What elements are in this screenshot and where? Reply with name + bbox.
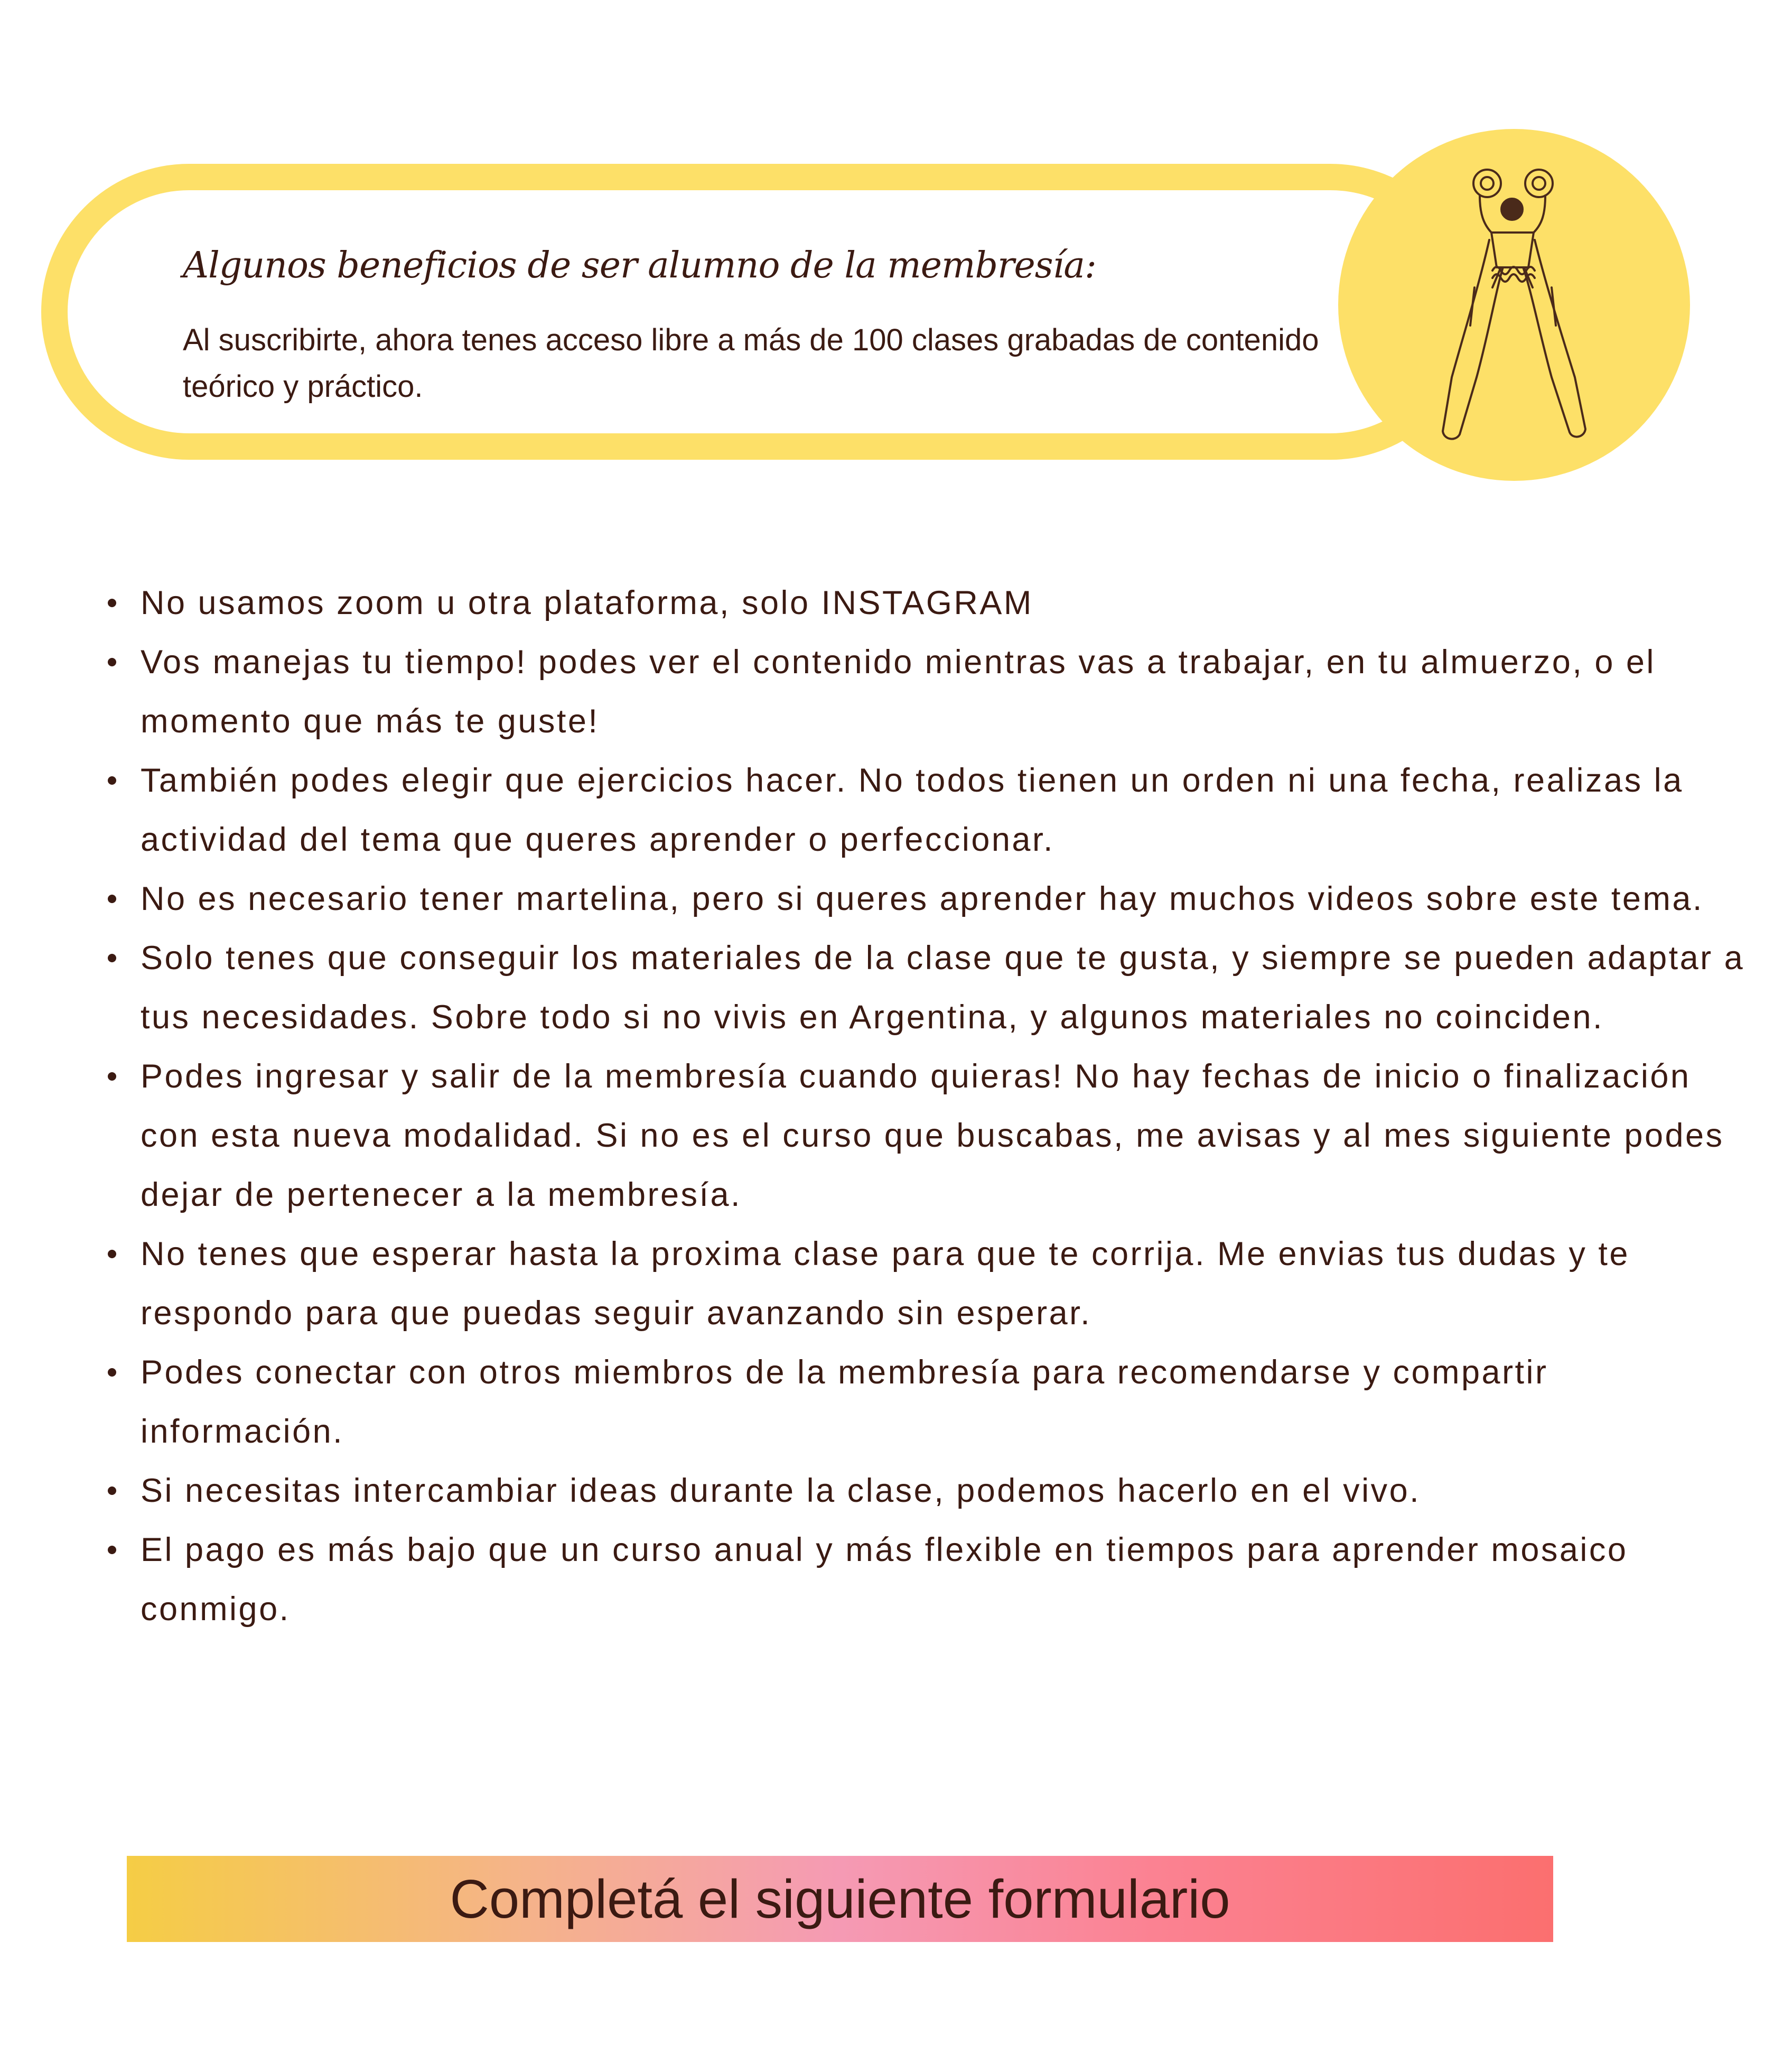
- list-item: El pago es más bajo que un curso anual y más flexible en tiempos para aprender mosaico conmigo.: [0, 1520, 1783, 1639]
- list-item: No usamos zoom u otra plataforma, solo INSTAGRAM: [0, 573, 1783, 633]
- list-item: También podes elegir que ejercicios hacer. No todos tienen un orden ni una fecha, realizas la actividad del tema que queres aprender o perfeccionar.: [0, 751, 1783, 869]
- benefit-list: [0, 573, 1783, 1639]
- benefits-card: [41, 164, 1478, 460]
- list-item: Si necesitas intercambiar ideas durante la clase, podemos hacerlo en el vivo.: [0, 1461, 1783, 1520]
- list-item: No es necesario tener martelina, pero si queres aprender hay muchos videos sobre este tema.: [0, 869, 1783, 928]
- card-heading: Algunos beneficios de ser alumno de la membresía:: [183, 245, 1096, 286]
- list-item: Podes ingresar y salir de la membresía cuando quieras! No hay fechas de inicio o finalización con esta nueva modalidad. Si no es el curso que buscabas, me avisas y al mes siguiente podes dejar de pertenecer a la membresía.: [0, 1047, 1783, 1224]
- illustration-circle: [1338, 129, 1690, 481]
- card-body: Al suscribirte, ahora tenes acceso libre a más de 100 clases grabadas de contenido teórico y práctico.: [183, 323, 1319, 404]
- list-item: No tenes que esperar hasta la proxima clase para que te corrija. Me envias tus dudas y te respondo para que puedas seguir avanzando sin esperar.: [0, 1224, 1783, 1343]
- list-item: Podes conectar con otros miembros de la membresía para recomendarse y compartir información.: [0, 1343, 1783, 1461]
- form-cta-label: Completá el siguiente formulario: [450, 1869, 1230, 1929]
- list-item: Solo tenes que conseguir los materiales de la clase que te gusta, y siempre se pueden adaptar a tus necesidades. Sobre todo si no vivis en Argentina, y algunos materiales no coinciden.: [0, 928, 1783, 1047]
- list-item: Vos manejas tu tiempo! podes ver el contenido mientras vas a trabajar, en tu almuerzo, o el momento que más te guste!: [0, 633, 1783, 751]
- pliers-icon: [1338, 129, 1690, 481]
- form-cta-button[interactable]: [127, 1856, 1553, 1942]
